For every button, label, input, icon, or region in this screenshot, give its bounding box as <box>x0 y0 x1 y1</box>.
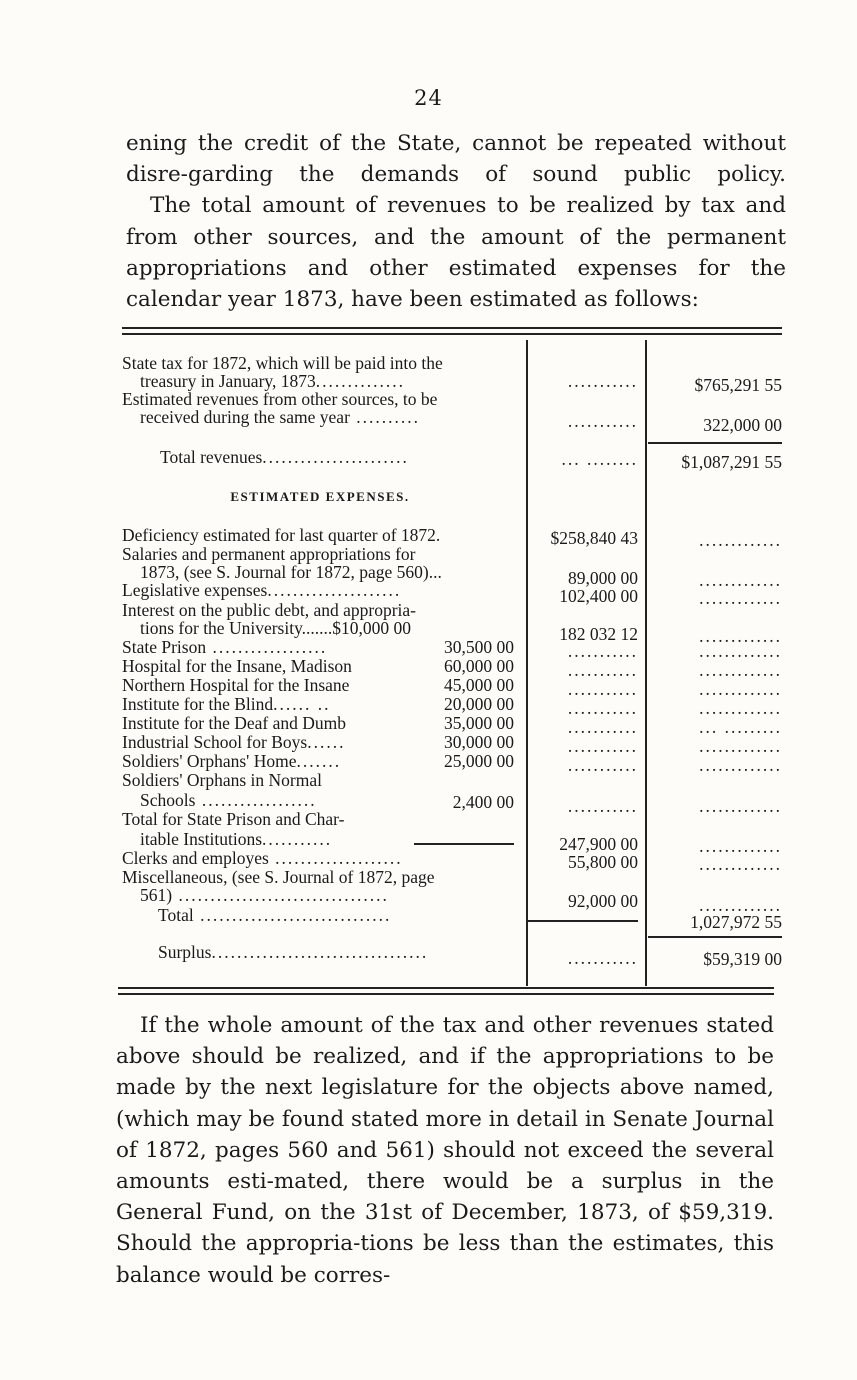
clerks-col2: ............. <box>699 854 782 874</box>
inst-total-amount: 247,900 00 <box>559 834 638 854</box>
inst-3-col2: ............. <box>699 679 782 699</box>
inst-orphans-normal-line1: Soldiers' Orphans in Normal <box>122 770 323 790</box>
surplus-label: Surplus.................................. <box>158 942 429 962</box>
inst-5-col1: ........... <box>567 717 638 737</box>
expense-legislative-label: Legislative expenses..................... <box>122 580 402 600</box>
total-amount: 1,027,972 55 <box>690 912 782 932</box>
intro-paragraph: The total amount of revenues to be realized by tax and from other sources, and the amount of the permanent appropriations and other estimated expenses for the calendar year 1873, have been estimated as follows: <box>126 193 786 313</box>
inst-deaf-dumb-amount: 35,000 00 <box>444 713 514 733</box>
inst-2-col1: ........... <box>567 660 638 680</box>
inst-sum-rule <box>414 843 514 845</box>
total-revenues-amount: $1,087,291 55 <box>681 452 782 472</box>
total-rule-col2 <box>648 936 782 938</box>
inst-total-line1: Total for State Prison and Char- <box>122 809 345 829</box>
closing-text <box>116 1010 774 1291</box>
inst-orphans-home-amount: 25,000 00 <box>444 751 514 771</box>
inst-1-col2: ............. <box>699 641 782 661</box>
inst-2-col2: ............. <box>699 660 782 680</box>
inst-deaf-dumb: Institute for the Deaf and Dumb <box>122 713 347 733</box>
inst-total-line2: itable Institutions........... <box>140 829 333 849</box>
table-top-rule-2 <box>122 333 782 335</box>
clerks-amount: 55,800 00 <box>568 852 638 872</box>
inst-hospital-madison: Hospital for the Insane, Madison <box>122 656 352 676</box>
column-divider-2 <box>645 340 647 986</box>
inst-hospital-madison-amount: 60,000 00 <box>444 656 514 676</box>
inst-state-prison-amount: 30,500 00 <box>444 637 514 657</box>
expense-salaries-col2: ............. <box>699 570 782 590</box>
inst-northern-hospital-amount: 45,000 00 <box>444 675 514 695</box>
inst-blind-amount: 20,000 00 <box>444 694 514 714</box>
expense-deficiency-amount: $258,840 43 <box>550 528 638 548</box>
misc-col2: ............. <box>699 895 782 915</box>
estimated-expenses-heading: ESTIMATED EXPENSES. <box>230 489 410 504</box>
table-bottom-rule <box>118 987 774 989</box>
expense-interest-amount: 182 032 12 <box>559 624 638 644</box>
revenue-row-2-col1: ........... <box>567 411 638 431</box>
inst-8-col2: ............. <box>699 796 782 816</box>
revenue-row-1-line1: State tax for 1872, which will be paid into the <box>122 353 443 373</box>
revenue-row-1-line2: treasury in January, 1873.............. <box>140 371 406 391</box>
estimate-table <box>118 340 786 988</box>
expense-legislative-amount: 102,400 00 <box>559 586 638 606</box>
inst-7-col2: ............. <box>699 755 782 775</box>
inst-state-prison: State Prison .................. <box>122 637 328 657</box>
expense-deficiency-col2: ............. <box>699 530 782 550</box>
inst-6-col1: ........... <box>567 736 638 756</box>
inst-6-col2: ............. <box>699 736 782 756</box>
inst-industrial-school: Industrial School for Boys...... <box>122 732 346 752</box>
expense-interest-col2: ............. <box>699 626 782 646</box>
inst-orphans-normal-amount: 2,400 00 <box>452 792 514 812</box>
inst-8-col1: ........... <box>567 796 638 816</box>
total-revenues-col1: ... ........ <box>561 449 638 469</box>
intro-text <box>126 128 786 315</box>
inst-blind: Institute for the Blind...... .. <box>122 694 331 714</box>
inst-total-col2: ............. <box>699 836 782 856</box>
inst-orphans-home: Soldiers' Orphans' Home....... <box>122 751 342 771</box>
expense-salaries-amount: 89,000 00 <box>568 568 638 588</box>
inst-northern-hospital: Northern Hospital for the Insane <box>122 675 350 695</box>
misc-amount: 92,000 00 <box>568 891 638 911</box>
expense-deficiency-label: Deficiency estimated for last quarter of 1872. <box>122 525 441 545</box>
clerks-label: Clerks and employes .................... <box>122 848 403 868</box>
table-top-rule <box>122 327 782 329</box>
inst-4-col1: ........... <box>567 698 638 718</box>
continuation-paragraph: ening the credit of the State, cannot be repeated without disre-garding the demands of sound public policy. <box>126 131 786 188</box>
revenue-row-2-line1: Estimated revenues from other sources, to be <box>122 389 438 409</box>
surplus-col1: ........... <box>567 948 638 968</box>
inst-industrial-school-amount: 30,000 00 <box>444 732 514 752</box>
inst-3-col1: ........... <box>567 679 638 699</box>
closing-paragraph: If the whole amount of the tax and other revenues stated above should be realized, and if the appropriations to be made by the next legislature for the objects above named, (which may be found stated more in detail in Senate Journal of 1872, pages 560 and 561) should not exceed the several amounts esti-mated, there would be a surplus in the General Fund, on the 31st of December, 1873, of $59,319. Should the appropria-tions be less than the estimates, this balance would be corres- <box>116 1013 774 1288</box>
misc-line2: 561) ................................. <box>140 885 389 905</box>
inst-5-col2: ... ......... <box>699 717 782 737</box>
total-revenues-label: Total revenues....................... <box>160 447 409 467</box>
revenue-row-1-amount: $765,291 55 <box>694 375 782 395</box>
page-number: 24 <box>414 86 443 110</box>
inst-orphans-normal-line2: Schools .................. <box>140 790 317 810</box>
expense-salaries-line2: 1873, (see S. Journal for 1872, page 560)... <box>140 562 442 582</box>
inst-1-col1: ........... <box>567 641 638 661</box>
revenue-row-2-amount: 322,000 00 <box>703 415 782 435</box>
expense-salaries-line1: Salaries and permanent appropriations for <box>122 544 416 564</box>
expense-legislative-col2: ............. <box>699 588 782 608</box>
surplus-amount: $59,319 00 <box>703 949 782 969</box>
inst-4-col2: ............. <box>699 698 782 718</box>
misc-line1: Miscellaneous, (see S. Journal of 1872, page <box>122 867 435 887</box>
total-label: Total .............................. <box>158 905 392 925</box>
revenue-row-2-line2: received during the same year .......... <box>140 407 421 427</box>
expense-interest-line1: Interest on the public debt, and appropria- <box>122 600 416 620</box>
inst-7-col1: ........... <box>567 755 638 775</box>
revenue-row-1-col1: ........... <box>567 371 638 391</box>
expense-interest-line2: tions for the University.......$10,000 00 <box>140 618 412 638</box>
revenue-sum-rule <box>648 442 782 444</box>
table-bottom-rule-2 <box>118 993 774 995</box>
